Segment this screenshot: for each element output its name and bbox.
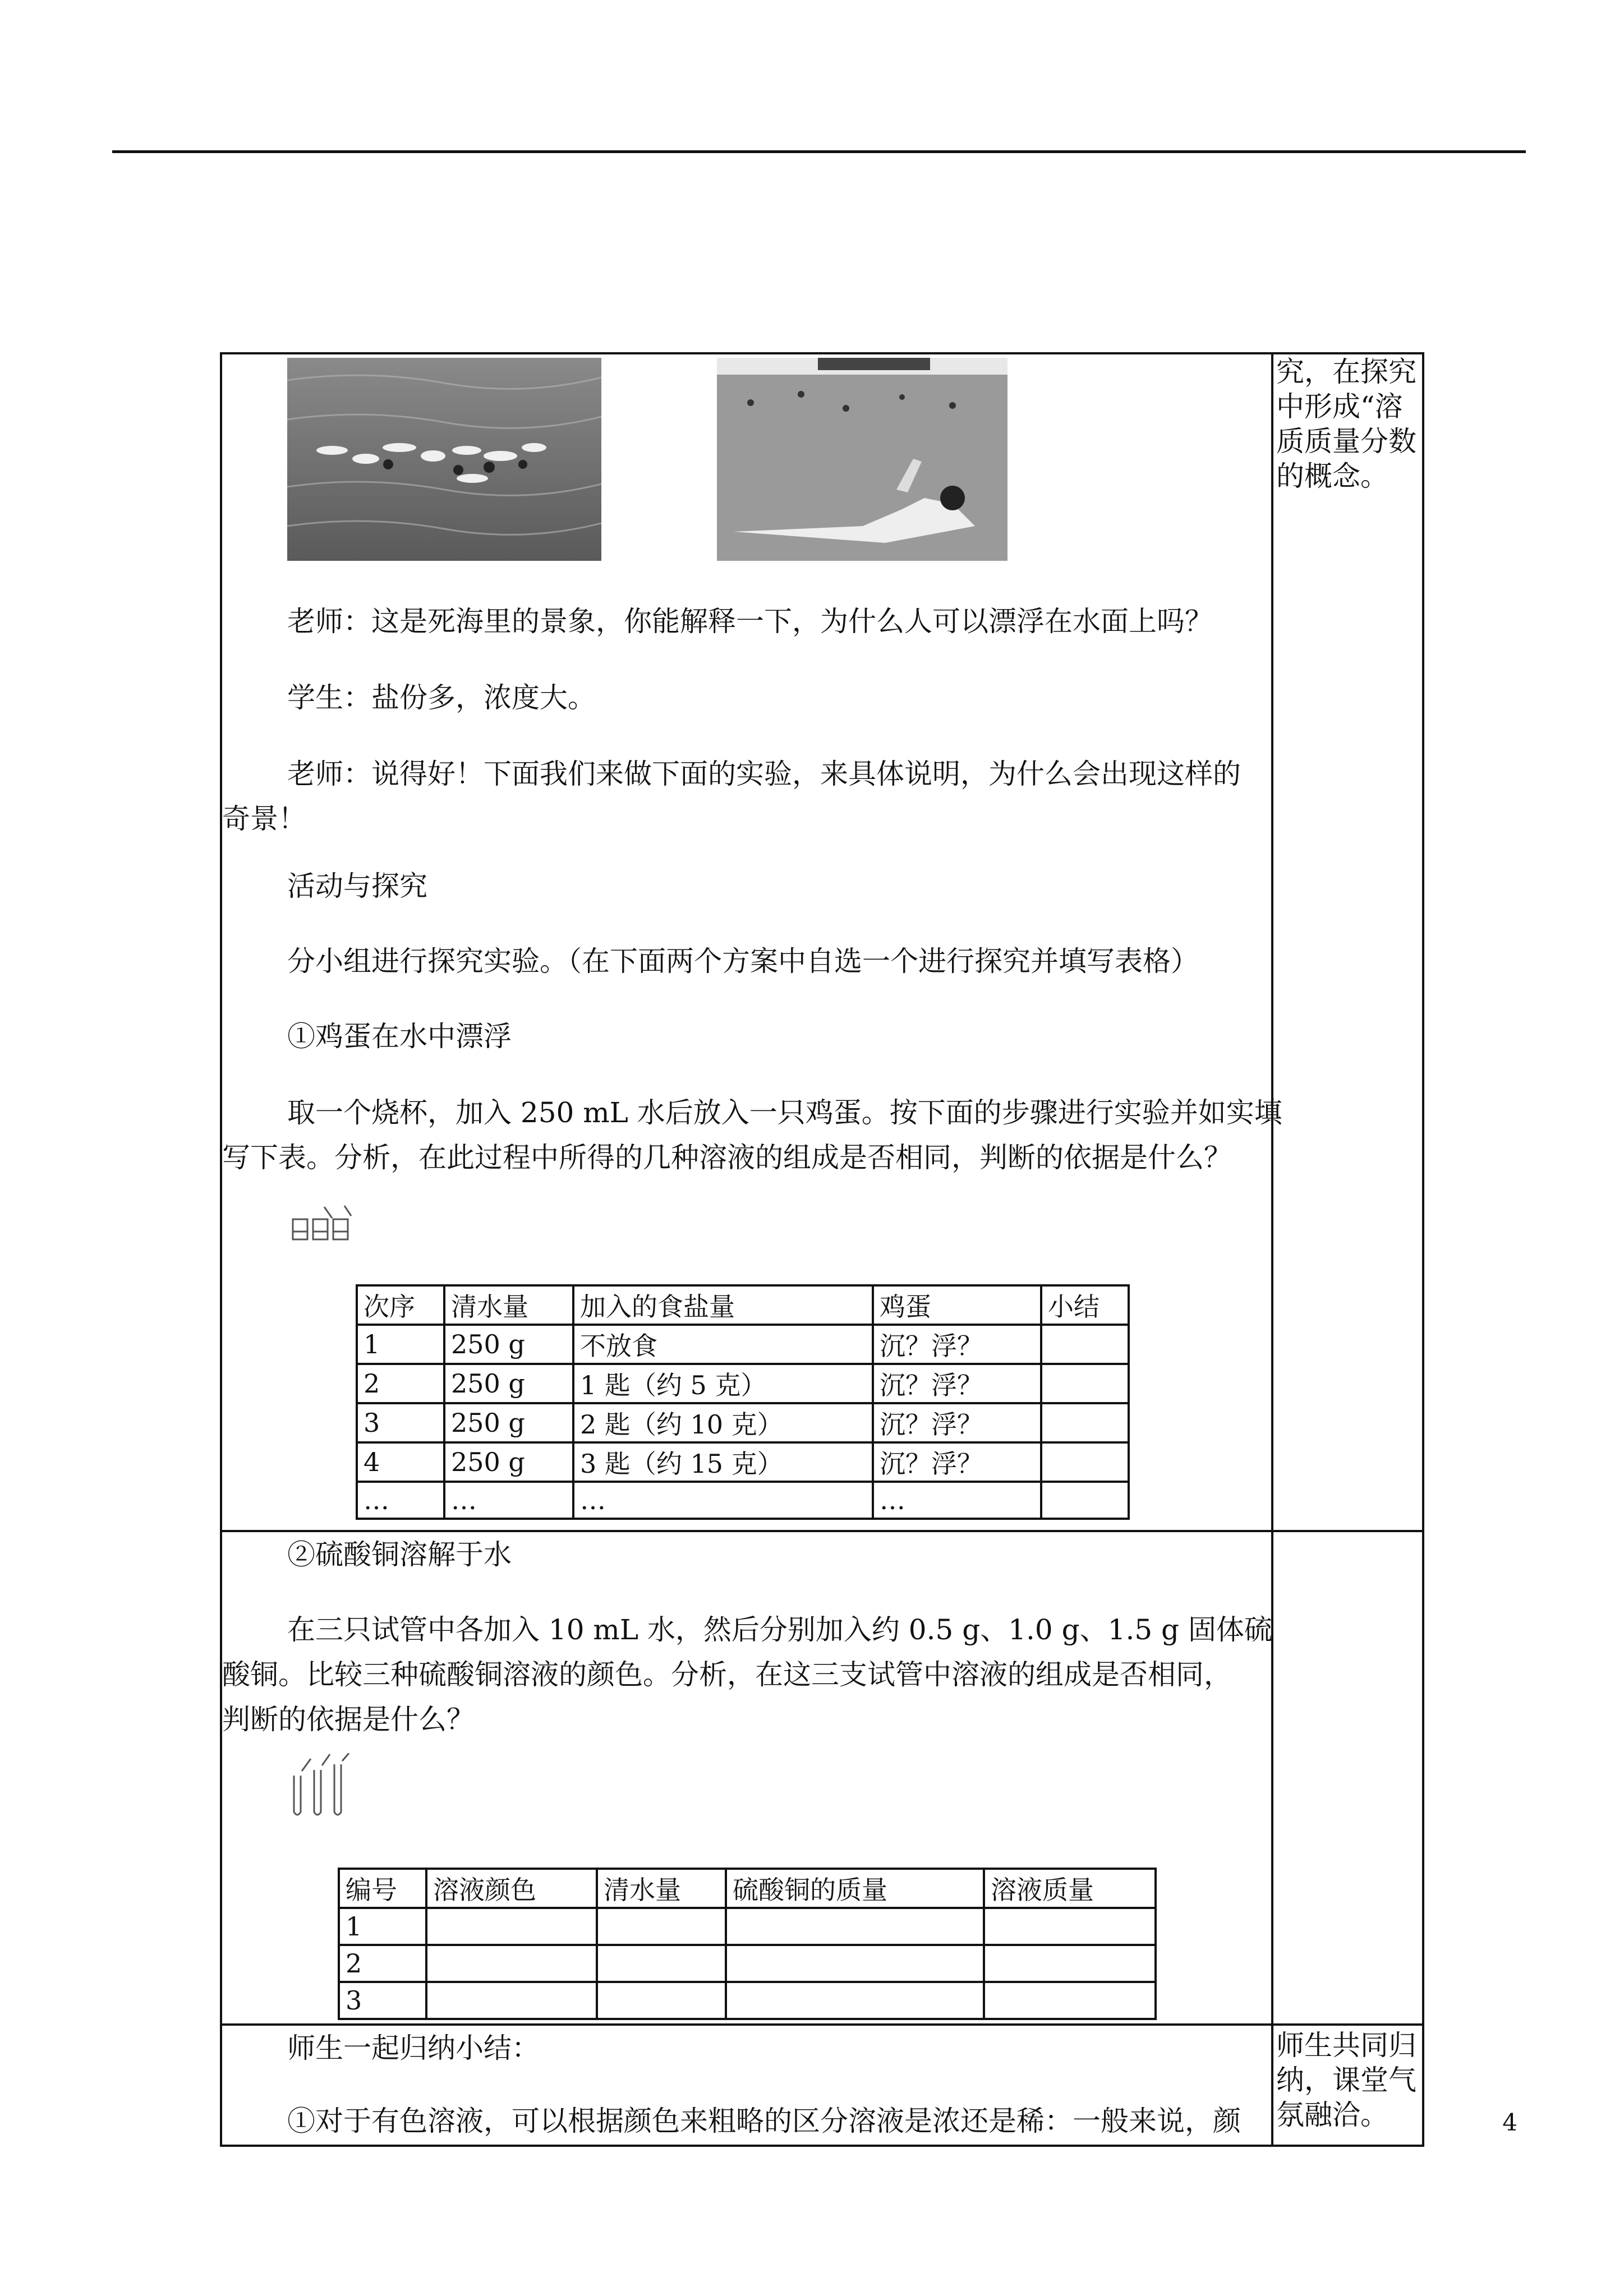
table-header-cell: 溶液颜色	[426, 1869, 597, 1908]
table-cell	[726, 1945, 984, 1982]
table-header-cell: 小结	[1041, 1285, 1129, 1325]
table-cell: 沉？浮？	[873, 1364, 1041, 1403]
table-cell: 250 g	[444, 1442, 573, 1482]
table-cell	[1041, 1325, 1129, 1364]
table-cell	[426, 1945, 597, 1982]
table-cell	[597, 1982, 726, 2019]
side-note-line: 纳，课堂气	[1276, 2064, 1416, 2096]
table-header-cell: 加入的食盐量	[573, 1285, 873, 1325]
table-cell	[984, 1982, 1156, 2019]
table-cell: 不放食	[573, 1325, 873, 1364]
plan1-text-2: 写下表。分析，在此过程中所得的几种溶液的组成是否相同，判断的依据是什么？	[222, 1141, 1232, 1174]
beakers-icon	[291, 1204, 352, 1245]
summary-title: 师生一起归纳小结：	[287, 2032, 540, 2064]
column-divider	[1271, 352, 1273, 2147]
table-header-cell: 清水量	[444, 1285, 573, 1325]
activity-intro: 分小组进行探究实验。（在下面两个方案中自选一个进行探究并填写表格）	[287, 945, 1199, 978]
plan2-text-2: 酸铜。比较三种硫酸铜溶液的颜色。分析，在这三支试管中溶液的组成是否相同，	[222, 1658, 1232, 1691]
plan2-text-3: 判断的依据是什么？	[222, 1703, 475, 1736]
table-cell: 1	[339, 1908, 426, 1945]
plan2-title: ②硫酸铜溶解于水	[287, 1538, 512, 1571]
table-header-cell: 编号	[339, 1869, 426, 1908]
table-cell	[984, 1908, 1156, 1945]
dead-sea-photo-floating	[717, 358, 1007, 561]
plan1-title: ①鸡蛋在水中漂浮	[287, 1020, 512, 1053]
teacher-line-1: 老师：这是死海里的景象，你能解释一下，为什么人可以漂浮在水面上吗？	[287, 605, 1213, 638]
table-cell: …	[444, 1482, 573, 1519]
table-cell: 3	[339, 1982, 426, 2019]
table-row	[339, 1908, 1156, 1945]
plan1-text-1: 取一个烧杯，加入 250 mL 水后放入一只鸡蛋。按下面的步骤进行实验并如实填	[287, 1096, 1282, 1129]
student-line-1: 学生：盐份多，浓度大。	[287, 681, 596, 714]
side-note-line: 质质量分数	[1276, 425, 1416, 458]
table-cell: 250 g	[444, 1403, 573, 1442]
side-note-line: 的概念。	[1276, 460, 1388, 492]
table-cell: 2	[339, 1945, 426, 1982]
table-row	[357, 1364, 1129, 1403]
table-header-cell: 鸡蛋	[873, 1285, 1041, 1325]
table-cell: …	[873, 1482, 1041, 1519]
side-note-line: 氛融洽。	[1276, 2099, 1388, 2131]
table-cell	[984, 1945, 1156, 1982]
table-header-cell: 清水量	[597, 1869, 726, 1908]
table-cell: 3	[357, 1403, 444, 1442]
table-row	[339, 1982, 1156, 2019]
table-cell	[426, 1982, 597, 2019]
page-number: 4	[1502, 2109, 1517, 2136]
table-cell	[1041, 1364, 1129, 1403]
table-header-cell: 硫酸铜的质量	[726, 1869, 984, 1908]
table-cell	[426, 1908, 597, 1945]
table-cell	[1041, 1403, 1129, 1442]
summary-line-1: ①对于有色溶液，可以根据颜色来粗略的区分溶液是浓还是稀：一般来说，颜	[287, 2105, 1241, 2137]
test-tubes-icon	[288, 1753, 356, 1823]
table-cell: 250 g	[444, 1325, 573, 1364]
table-cell: …	[357, 1482, 444, 1519]
table-header-row	[357, 1285, 1129, 1325]
table-header-cell: 溶液质量	[984, 1869, 1156, 1908]
teacher-line-2b: 奇景！	[222, 803, 306, 835]
table-row	[357, 1482, 1129, 1519]
table-row	[357, 1442, 1129, 1482]
table-cell	[1041, 1482, 1129, 1519]
side-note-line: 中形成“溶	[1276, 390, 1403, 423]
activity-title: 活动与探究	[287, 870, 427, 902]
side-note-top	[1276, 354, 1422, 494]
teacher-line-2a: 老师：说得好！下面我们来做下面的实验，来具体说明，为什么会出现这样的	[287, 758, 1241, 790]
table-cell	[726, 1908, 984, 1945]
table-cell: …	[573, 1482, 873, 1519]
table-header-row	[339, 1869, 1156, 1908]
table-row	[357, 1403, 1129, 1442]
table-row	[339, 1945, 1156, 1982]
side-note-line: 究，在探究	[1276, 356, 1416, 388]
table-cell	[1041, 1442, 1129, 1482]
table-cell: 1	[357, 1325, 444, 1364]
copper-sulfate-table	[338, 1868, 1157, 2020]
table-row	[357, 1325, 1129, 1364]
table-cell: 沉？浮？	[873, 1442, 1041, 1482]
table-cell: 2	[357, 1364, 444, 1403]
side-note-bottom	[1276, 2028, 1422, 2132]
table-cell: 4	[357, 1442, 444, 1482]
table-cell: 250 g	[444, 1364, 573, 1403]
egg-experiment-table	[356, 1284, 1130, 1520]
table-cell: 2 匙（约 10 克）	[573, 1403, 873, 1442]
plan2-text-1: 在三只试管中各加入 10 mL 水，然后分别加入约 0.5 g、1.0 g、1.5 g 固体硫	[287, 1613, 1272, 1646]
side-note-line: 师生共同归	[1276, 2029, 1416, 2062]
table-cell: 沉？浮？	[873, 1403, 1041, 1442]
table-cell	[597, 1945, 726, 1982]
table-cell: 1 匙（约 5 克）	[573, 1364, 873, 1403]
table-header-cell: 次序	[357, 1285, 444, 1325]
table-cell: 3 匙（约 15 克）	[573, 1442, 873, 1482]
table-cell: 沉？浮？	[873, 1325, 1041, 1364]
dead-sea-photo-swimmers	[287, 358, 601, 561]
table-cell	[597, 1908, 726, 1945]
header-rule	[112, 150, 1526, 153]
table-cell	[726, 1982, 984, 2019]
